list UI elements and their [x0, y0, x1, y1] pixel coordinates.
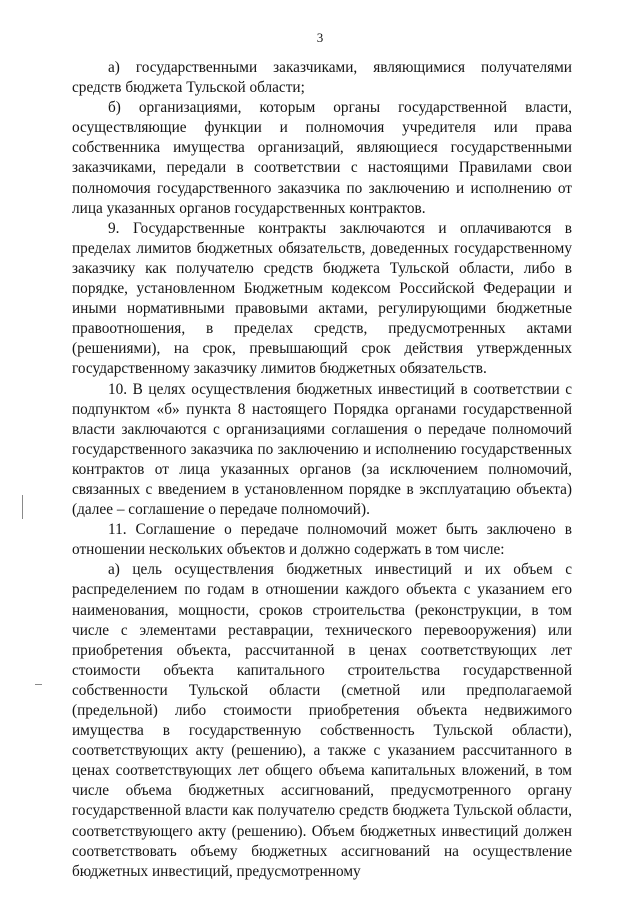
paragraph-10-budget-investments: 10. В целях осуществления бюджетных инвестиций в соответствии с подпунктом «б» пункта 8 настоящего Порядка органами государственной власти заключаются с организациями соглашения о передаче полномочий государственного заказчика по заключению и исполнению государственных контрактов от лица указанных органов (за исключением полномочий, связанных с введением в установленном порядке в эксплуатацию объекта) (далее – соглашение о передаче полномочий).: [72, 380, 572, 519]
paragraph-9-state-contracts: 9. Государственные контракты заключаются и оплачиваются в пределах лимитов бюджетных обязательств, доведенных государственному заказчику как получателю средств бюджета Тульской области, либо в порядке, установленном Бюджетным кодексом Российской Федерации и иными нормативными правовыми актами, регулирующими бюджетные правоотношения, в пределах средств, предусмотренных актами (решениями), на срок, превышающий срок действия утвержденных государственному заказчику лимитов бюджетных обязательств.: [72, 219, 572, 378]
paragraph-b-organizations: б) организациями, которым органы государственной власти, осуществляющие функции и полномочия учредителя или права собственника имущества организаций, являющиеся государственными заказчиками, передали в соответствии с настоящими Правилами свои полномочия государственного заказчика по заключению и исполнению от лица указанных органов государственных контрактов.: [72, 99, 572, 217]
paragraph-11a-investment-goal: а) цель осуществления бюджетных инвестиций и их объем с распределением по годам в отношении каждого объекта с указанием его наименования, мощности, сроков строительства (реконструкции, в том числе с элементами реставрации, технического перевооружения) или приобретения объекта, рассчитанной в ценах соответствующих лет стоимости объекта капитального строительства государственной собственности Тульской области (сметной или предполагаемой (предельной) либо стоимости приобретения объекта недвижимого имущества в государственную собственность Тульской области), соответствующих акту (решению), а также с указанием рассчитанного в ценах соответствующих лет общего объема капитальных вложений, в том числе объема бюджетных ассигнований, предусмотренного органу государственной власти как получателю средств бюджета Тульской области, соответствующего акту (решению). Объем бюджетных инвестиций должен соответствовать объему бюджетных ассигнований на осуществление бюджетных инвестиций, предусмотренному: [72, 561, 572, 880]
scan-margin-mark: [35, 684, 42, 685]
paragraph-11-agreement: 11. Соглашение о передаче полномочий может быть заключено в отношении нескольких объектов и должно содержать в том числе:: [72, 521, 572, 559]
document-body: [72, 58, 572, 882]
scan-margin-mark: [22, 495, 23, 519]
paragraph-a-state-customers: а) государственными заказчиками, являющимися получателями средств бюджета Тульской области;: [72, 59, 572, 97]
page-number: 3: [316, 30, 324, 45]
